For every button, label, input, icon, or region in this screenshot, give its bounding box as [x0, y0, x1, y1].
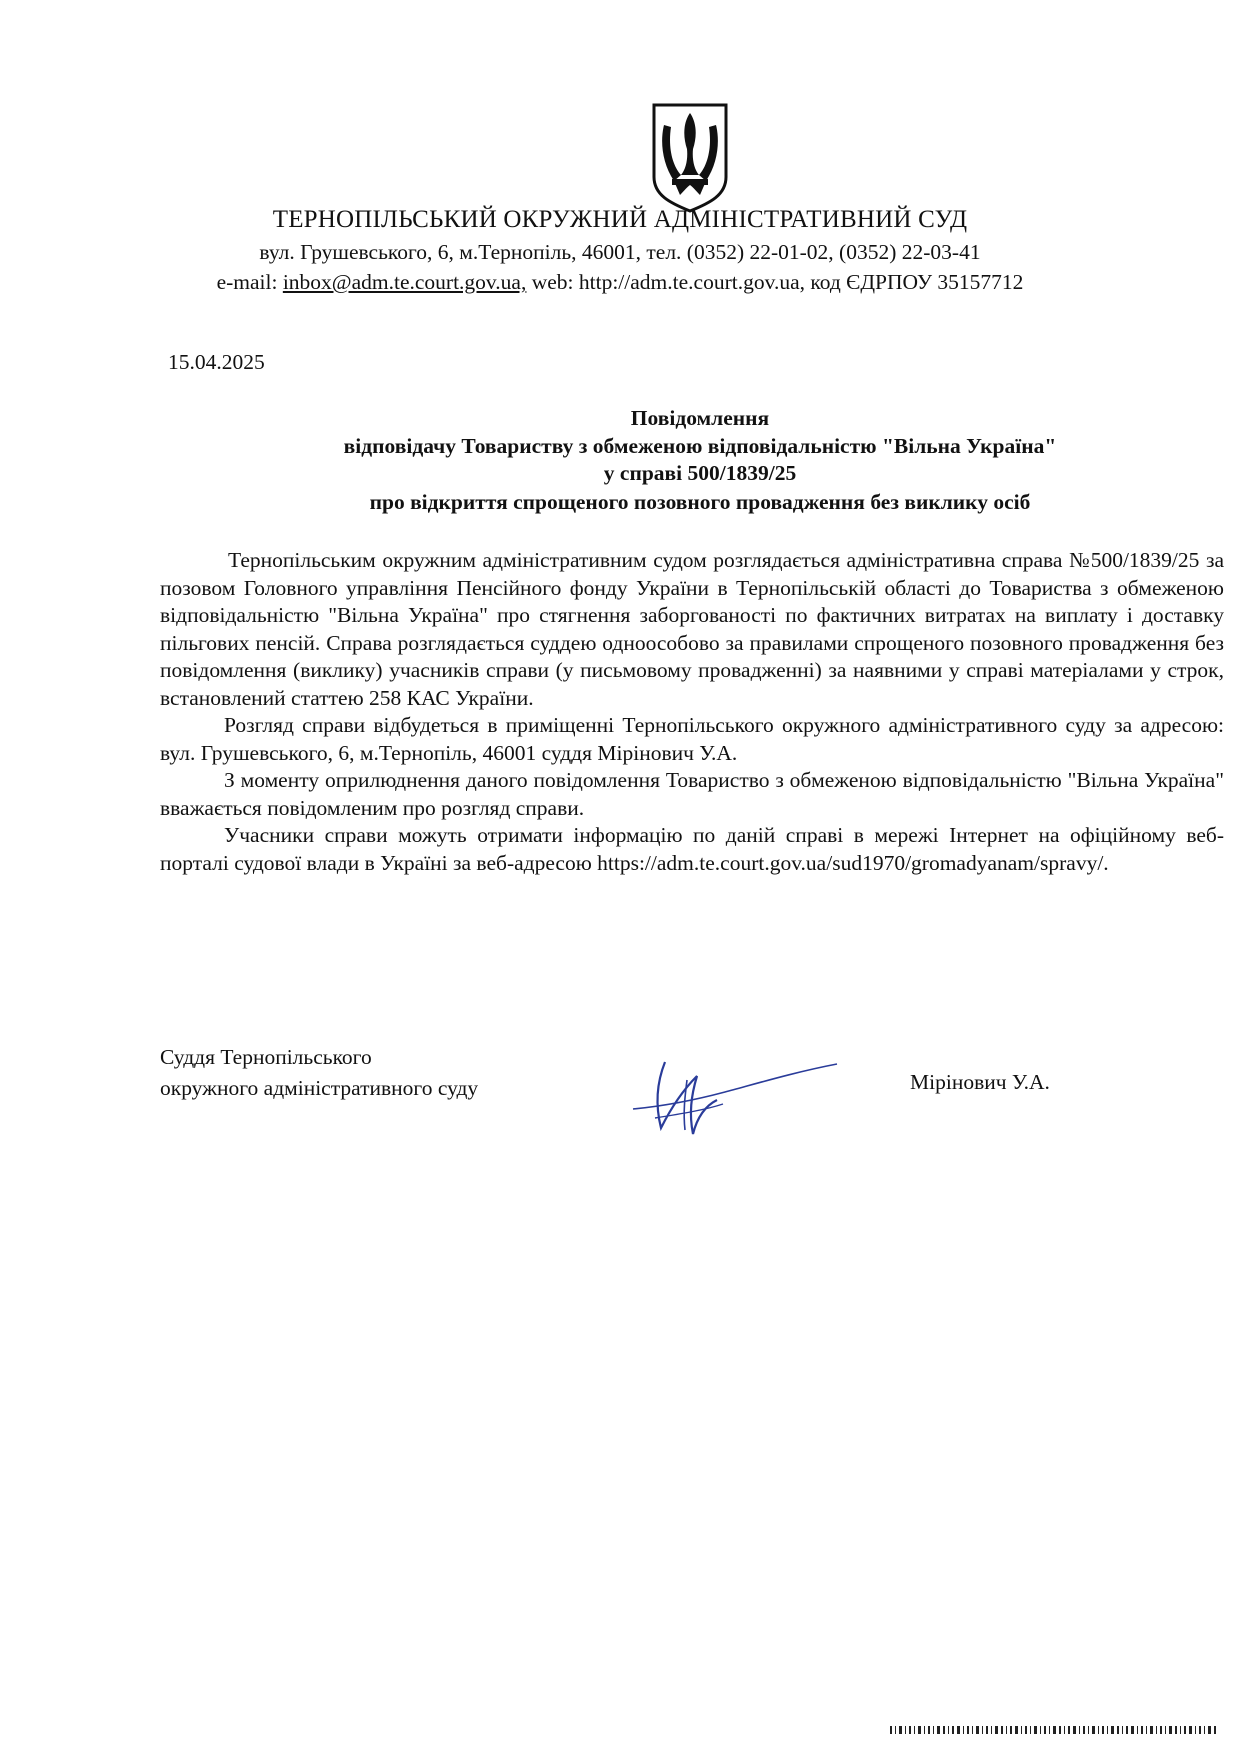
- handwritten-signature: [625, 1052, 840, 1142]
- tryzub-icon: [650, 103, 730, 213]
- court-contacts: [0, 270, 1240, 295]
- notice-title: Повідомлення: [630, 406, 770, 430]
- body-paragraph: Тернопільським окружним адміністративним судом розглядається адміністративна справа №500/1839/25 за позовом Головного управління Пенсійного фонду України в Тернопільській області до Товариства з обмеженою відповідальністю "Вільна Україна" про стягнення заборгованості по фактичних витратах на виплату і доставку пільгових пенсій. Справа розглядається суддею одноособово за правилами спрощеного позовного провадження без повідомлення (виклику) учасників справи (у письмовому провадженні) за наявними у справі матеріалами у строк, встановлений статтею 258 КАС України.: [160, 548, 1224, 710]
- judge-position: [160, 1042, 478, 1104]
- barcode-strip: [890, 1726, 1218, 1734]
- judge-position-line: окружного адміністративного суду: [160, 1076, 479, 1100]
- notice-subject: про відкриття спрощеного позовного провадження без виклику осіб: [369, 490, 1031, 514]
- web-and-code: web: http://adm.te.court.gov.ua, код ЄДРПОУ 35157712: [526, 270, 1024, 294]
- email-label: e-mail:: [216, 270, 283, 294]
- body-paragraph: З моменту оприлюднення даного повідомлення Товариство з обмеженою відповідальністю "Вільна Україна" вважається повідомленим про розгляд справи.: [160, 768, 1224, 820]
- judge-position-line: Суддя Тернопільського: [160, 1045, 372, 1069]
- notice-recipient: відповідачу Товариству з обмеженою відповідальністю "Вільна Україна": [343, 434, 1057, 458]
- document-date: 15.04.2025: [168, 350, 265, 374]
- notice-body: [160, 547, 1224, 877]
- court-name: ТЕРНОПІЛЬСЬКИЙ ОКРУЖНИЙ АДМІНІСТРАТИВНИЙ СУД: [272, 206, 968, 233]
- body-paragraph: Розгляд справи відбудеться в приміщенні Тернопільського окружного адміністративного суду за адресою: вул. Грушевського, 6, м.Тернопіль, 46001 суддя Мірінович У.А.: [160, 713, 1224, 765]
- court-address: вул. Грушевського, 6, м.Тернопіль, 46001, тел. (0352) 22-01-02, (0352) 22-03-41: [259, 240, 981, 264]
- judge-name: Мірінович У.А.: [910, 1070, 1050, 1094]
- email-link[interactable]: inbox@adm.te.court.gov.ua,: [282, 270, 527, 294]
- notice-case-number: у справі 500/1839/25: [603, 461, 797, 485]
- body-paragraph: Учасники справи можуть отримати інформацію по даній справі в мережі Інтернет на офіційному веб-порталі судової влади в Україні за веб-адресою https://adm.te.court.gov.ua/sud1970/gromadyanam/spravy/.: [160, 823, 1224, 875]
